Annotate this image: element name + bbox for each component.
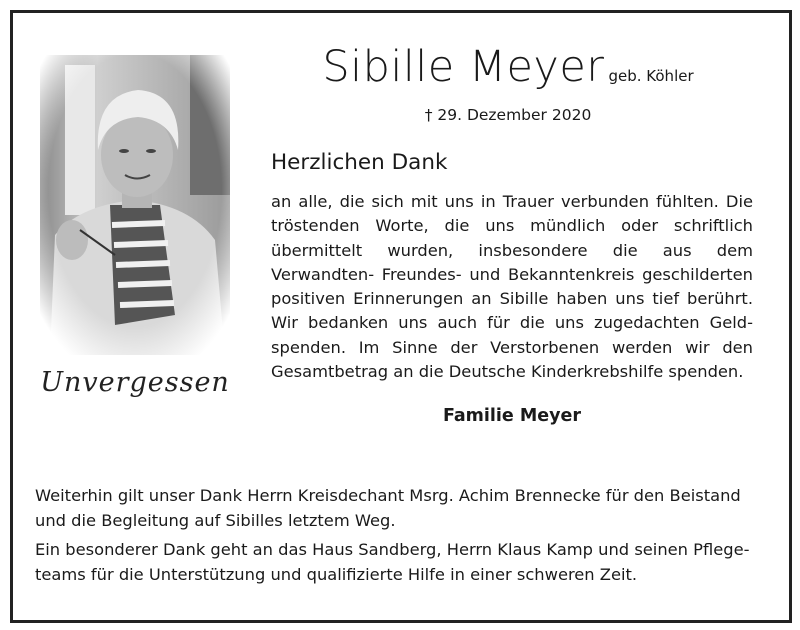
deceased-name: Sibille Meyer (322, 42, 605, 92)
deceased-name-block (258, 42, 758, 92)
additional-thanks-paragraph: Ein besonderer Dank geht an das Haus Sandberg, Herrn Klaus Kamp und seinen Pflegeteams für die Unterstützung und qualifizierte Hilfe in einer schweren Zeit. (35, 540, 750, 584)
death-date: † 29. Dezember 2020 (424, 106, 592, 124)
thanks-heading: Herzlichen Dank (271, 150, 448, 175)
family-signature: Familie Meyer (442, 406, 582, 426)
portrait-photo (40, 55, 230, 355)
thanks-body-text: an alle, die sich mit uns in Trauer verbunden fühlten. Die tröstenden Worte, die uns mündlich oder schriftlich übermittelt wurden, insbesondere die aus dem Verwandten- Freundes- und Bekanntenkreis geschilderten positiven Erinnerungen an Sibille haben uns tief berührt. Wir bedanken uns auch für die uns zugedachten Geldspenden. Im Sinne der Verstorbenen werden wir den Gesamtbetrag an die Deutsche Kinderkrebshilfe spenden. (271, 192, 753, 382)
motto-script: Unvergessen (40, 367, 230, 398)
additional-thanks-paragraph: Weiterhin gilt unser Dank Herrn Kreisdechant Msrg. Achim Brennecke für den Beistand und die Begleitung auf Sibilles letztem Weg. (35, 486, 741, 530)
maiden-name: geb. Köhler (608, 67, 694, 85)
